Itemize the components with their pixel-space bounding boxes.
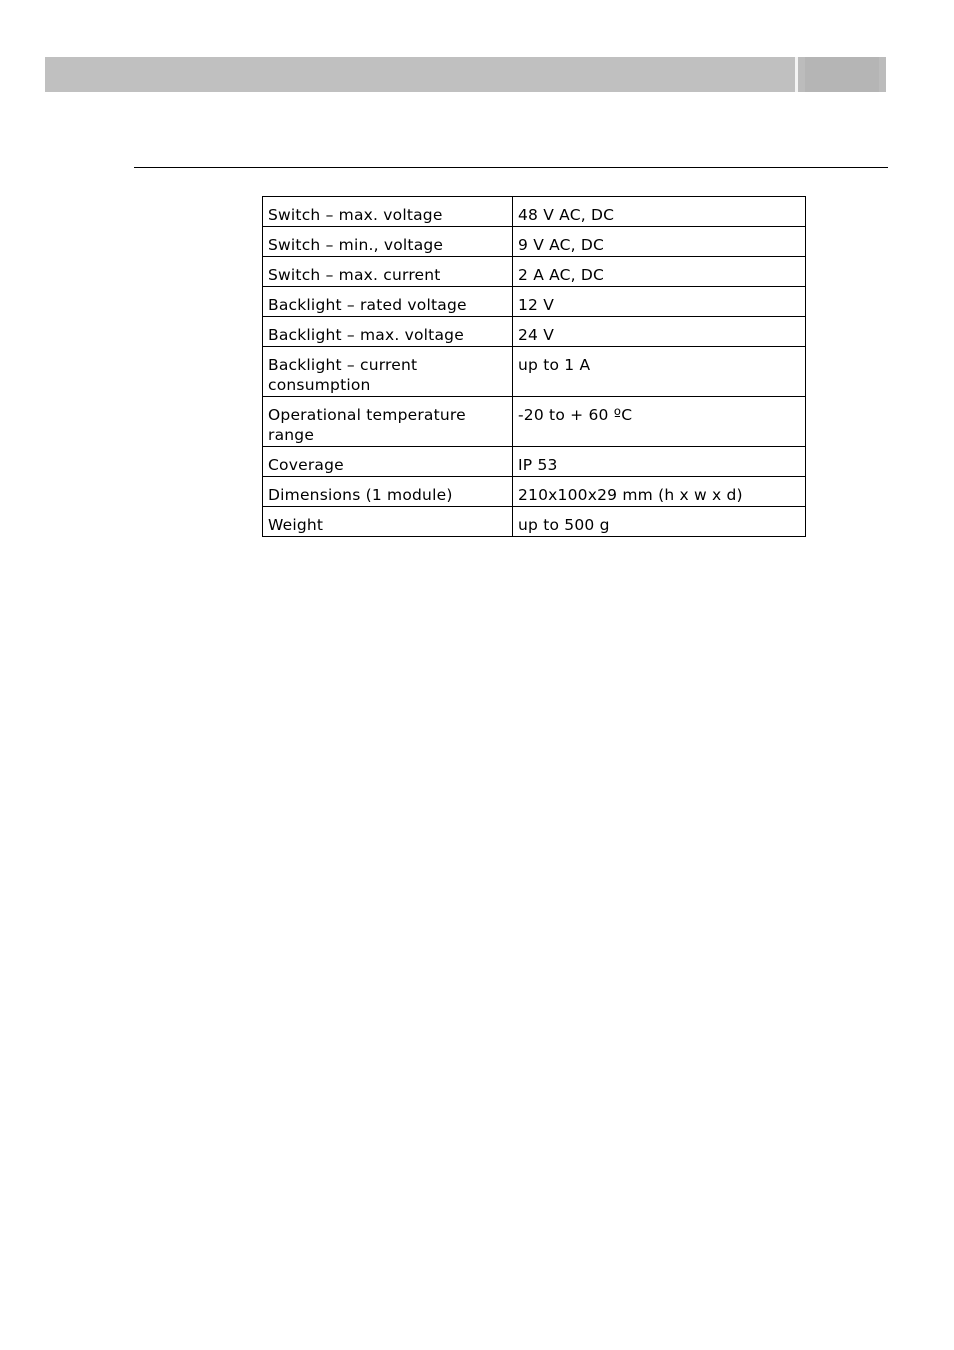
horizontal-rule: [134, 167, 888, 168]
value-cell: 24 V: [513, 317, 806, 347]
table-row: [263, 447, 806, 477]
table-row: [263, 227, 806, 257]
value-cell: -20 to + 60 ºC: [513, 397, 806, 447]
value-cell: IP 53: [513, 447, 806, 477]
parameter-cell: Backlight – rated voltage: [263, 287, 513, 317]
table-row: [263, 397, 806, 447]
parameter-cell: Switch – max. current: [263, 257, 513, 287]
value-cell: 12 V: [513, 287, 806, 317]
parameter-cell: Switch – max. voltage: [263, 197, 513, 227]
table-row: [263, 317, 806, 347]
header-bar: [45, 57, 795, 92]
value-cell: 2 A AC, DC: [513, 257, 806, 287]
table-row: [263, 287, 806, 317]
table-row: [263, 197, 806, 227]
table-row: [263, 507, 806, 537]
value-cell: 9 V AC, DC: [513, 227, 806, 257]
parameter-cell: Switch – min., voltage: [263, 227, 513, 257]
table-row: [263, 347, 806, 397]
parameter-cell: Dimensions (1 module): [263, 477, 513, 507]
table-row: [263, 477, 806, 507]
value-cell: up to 1 A: [513, 347, 806, 397]
specifications-table: [262, 196, 806, 537]
parameter-cell: Weight: [263, 507, 513, 537]
header-tab-inner: [805, 57, 879, 92]
value-cell: up to 500 g: [513, 507, 806, 537]
value-cell: 210x100x29 mm (h x w x d): [513, 477, 806, 507]
parameter-cell: Backlight – current consumption: [263, 347, 513, 397]
parameter-cell: Backlight – max. voltage: [263, 317, 513, 347]
parameter-cell: Operational temperature range: [263, 397, 513, 447]
parameter-cell: Coverage: [263, 447, 513, 477]
value-cell: 48 V AC, DC: [513, 197, 806, 227]
table-row: [263, 257, 806, 287]
